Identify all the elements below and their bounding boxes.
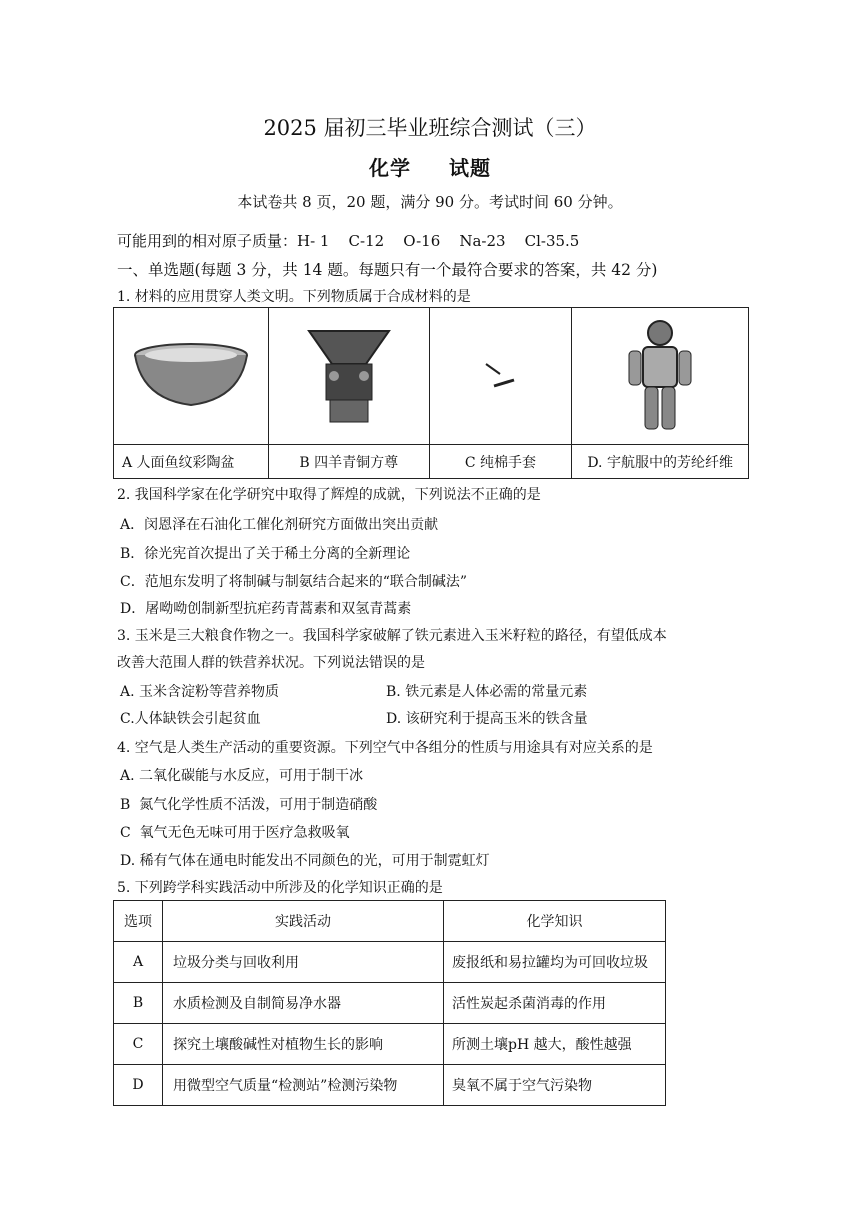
table-row	[114, 983, 666, 1024]
exam-info: 本试卷共 8 页，20 题，满分 90 分。考试时间 60 分钟。	[237, 193, 623, 211]
option-a-image	[114, 308, 269, 445]
question-4-option-c: C 氧气无色无味可用于医疗急救吸氧	[120, 825, 350, 841]
cotton-glove-icon	[480, 366, 520, 385]
question-4-option-b: B 氮气化学性质不活泼，可用于制造硝酸	[120, 797, 378, 813]
header-option: 选项	[114, 901, 163, 942]
question-2-option-d: D．屠呦呦创制新型抗疟药青蒿素和双氢青蒿素	[120, 601, 412, 617]
row-activity: 用微型空气质量“检测站”检测污染物	[163, 1065, 444, 1106]
question-3-option-a: A. 玉米含淀粉等营养物质	[120, 684, 280, 700]
option-b-label: B 四羊青铜方尊	[268, 445, 429, 479]
question-3-option-d: D. 该研究利于提高玉米的铁含量	[386, 711, 588, 727]
question-3-stem-line1: 3. 玉米是三大粮食作物之一。我国科学家破解了铁元素进入玉米籽粒的路径，有望低成本	[117, 628, 667, 644]
question-2-option-b: B．徐光宪首次提出了关于稀土分离的全新理论	[120, 546, 411, 562]
option-d-image	[572, 308, 749, 445]
option-a-label: A 人面鱼纹彩陶盆	[114, 445, 269, 479]
question-4-stem: 4. 空气是人类生产活动的重要资源。下列空气中各组分的性质与用途具有对应关系的是	[117, 740, 653, 756]
row-option: B	[114, 983, 163, 1024]
question-1-table	[113, 307, 749, 479]
question-4-option-d: D. 稀有气体在通电时能发出不同颜色的光，可用于制霓虹灯	[120, 853, 490, 869]
question-2-option-c: C．范旭东发明了将制碱与制氨结合起来的“联合制碱法”	[120, 574, 468, 590]
row-activity: 探究土壤酸碱性对植物生长的影响	[163, 1024, 444, 1065]
question-1-stem: 1. 材料的应用贯穿人类文明。下列物质属于合成材料的是	[117, 289, 471, 305]
table-row	[114, 942, 666, 983]
atomic-mass-line: 可能用到的相对原子质量：H- 1 C-12 O-16 Na-23 Cl-35.5	[117, 232, 580, 250]
subject-suffix: 试题	[449, 156, 491, 180]
question-2-stem: 2. 我国科学家在化学研究中取得了辉煌的成就，下列说法不正确的是	[117, 487, 541, 503]
option-d-label: D. 宇航服中的芳纶纤维	[572, 445, 749, 479]
question-3-stem-line2: 改善大范围人群的铁营养状况。下列说法错误的是	[117, 655, 425, 671]
option-c-label: C 纯棉手套	[429, 445, 572, 479]
row-activity: 垃圾分类与回收利用	[163, 942, 444, 983]
question-2-option-a: A．闵恩泽在石油化工催化剂研究方面做出突出贡献	[120, 517, 439, 533]
question-3-option-b: B. 铁元素是人体必需的常量元素	[386, 684, 588, 700]
row-option: A	[114, 942, 163, 983]
question-4-option-a: A. 二氧化碳能与水反应，可用于制干冰	[120, 768, 364, 784]
question-5-stem: 5. 下列跨学科实践活动中所涉及的化学知识正确的是	[117, 880, 443, 896]
spacesuit-icon	[625, 366, 695, 385]
row-knowledge: 废报纸和易拉罐均为可回收垃圾	[444, 942, 666, 983]
row-knowledge: 所测土壤pH 越大，酸性越强	[444, 1024, 666, 1065]
header-activity: 实践活动	[163, 901, 444, 942]
subject-name: 化学	[369, 156, 411, 180]
row-option: C	[114, 1024, 163, 1065]
header-knowledge: 化学知识	[444, 901, 666, 942]
exam-title: 2025 届初三毕业班综合测试（三）	[263, 116, 597, 140]
table-row	[114, 1024, 666, 1065]
section-heading: 一、单选题(每题 3 分，共 14 题。每题只有一个最符合要求的答案，共 42 分)	[117, 261, 658, 279]
row-activity: 水质检测及自制简易净水器	[163, 983, 444, 1024]
pottery-bowl-icon	[132, 366, 250, 385]
option-c-image	[429, 308, 572, 445]
table-header-row	[114, 901, 666, 942]
exam-subject	[0, 152, 860, 181]
row-knowledge: 活性炭起杀菌消毒的作用	[444, 983, 666, 1024]
option-b-image	[268, 308, 429, 445]
table-row	[114, 1065, 666, 1106]
row-knowledge: 臭氧不属于空气污染物	[444, 1065, 666, 1106]
row-option: D	[114, 1065, 163, 1106]
question-3-option-c: C.人体缺铁会引起贫血	[120, 711, 261, 727]
question-5-table	[113, 900, 666, 1106]
bronze-vessel-icon	[304, 366, 394, 385]
